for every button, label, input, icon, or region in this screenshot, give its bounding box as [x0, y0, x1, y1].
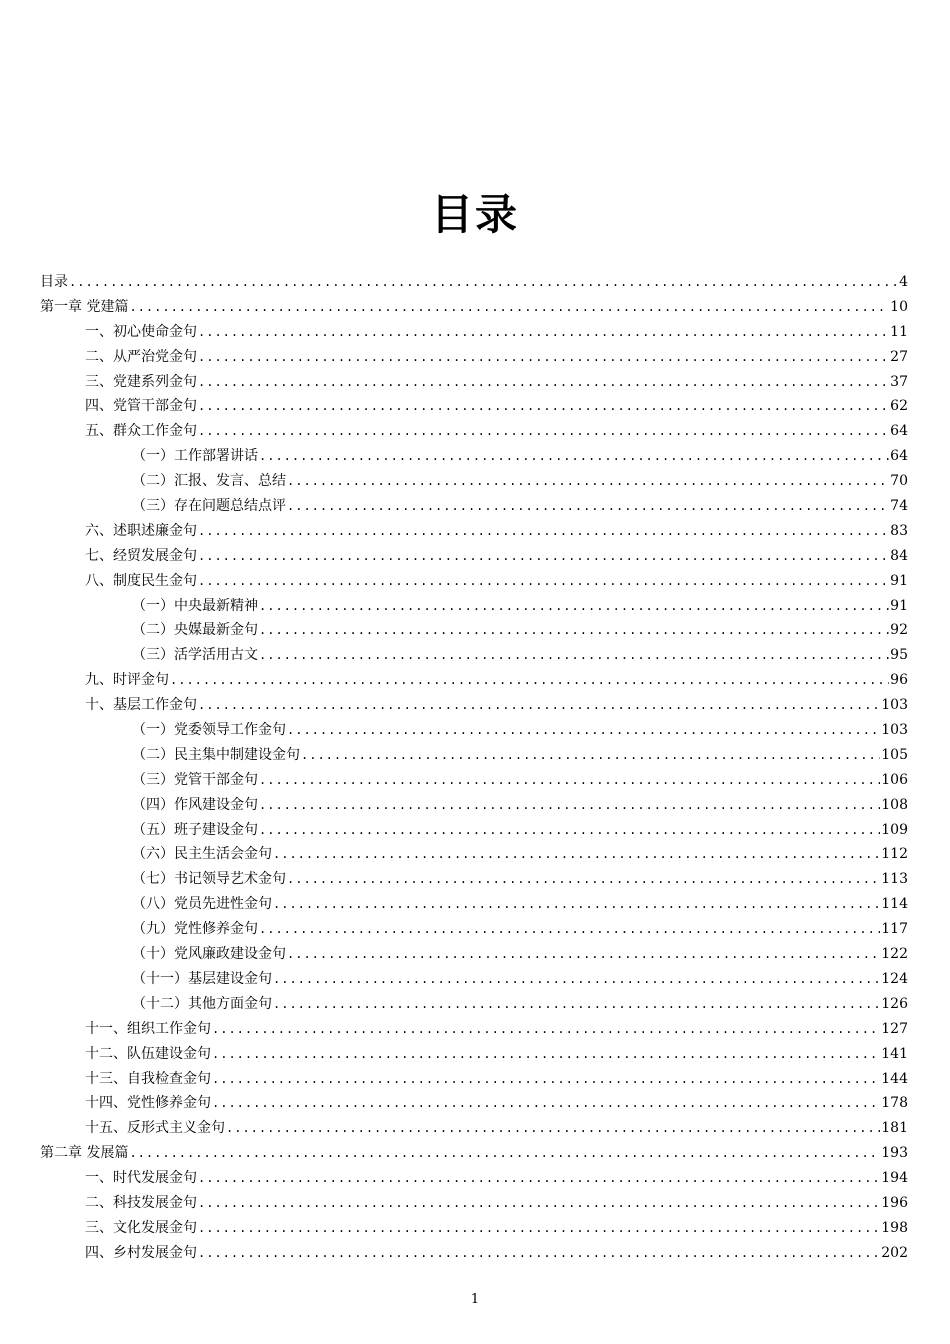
- toc-entry[interactable]: [40, 494, 908, 519]
- toc-entry-label: 九、时评金句: [85, 672, 169, 689]
- toc-entry-page: 103: [881, 697, 908, 714]
- page-number: 1: [470, 1292, 480, 1307]
- dot-leader: [69, 270, 898, 295]
- toc-entry-label: （五）班子建设金句: [132, 821, 258, 838]
- toc-entry-label: 十一、组织工作金句: [85, 1020, 211, 1037]
- toc-entry-page: 194: [881, 1170, 908, 1187]
- toc-entry[interactable]: [40, 370, 908, 395]
- dot-leader: [273, 842, 880, 867]
- toc-entry-page: 70: [890, 473, 908, 490]
- dot-leader: [273, 967, 880, 992]
- toc-entry-page: 127: [881, 1020, 908, 1037]
- dot-leader: [198, 1191, 880, 1216]
- toc-entry-label: 六、述职述廉金句: [85, 522, 197, 539]
- toc-entry[interactable]: [40, 618, 908, 643]
- dot-leader: [301, 743, 880, 768]
- toc-entry-label: 四、乡村发展金句: [85, 1244, 197, 1261]
- dot-leader: [198, 1216, 880, 1241]
- toc-entry-label: 二、科技发展金句: [85, 1194, 197, 1211]
- toc-entry[interactable]: [40, 967, 908, 992]
- toc-entry[interactable]: [40, 942, 908, 967]
- toc-entry[interactable]: [40, 1042, 908, 1067]
- toc-entry[interactable]: [40, 544, 908, 569]
- toc-entry-label: 一、时代发展金句: [85, 1170, 197, 1187]
- toc-entry[interactable]: [40, 419, 908, 444]
- toc-entry-page: 96: [890, 672, 908, 689]
- toc-entry-page: 193: [881, 1145, 908, 1162]
- toc-entry-page: 27: [890, 348, 908, 365]
- dot-leader: [287, 718, 880, 743]
- dot-leader: [212, 1091, 880, 1116]
- toc-entry-page: 181: [881, 1120, 908, 1137]
- dot-leader: [273, 892, 880, 917]
- dot-leader: [212, 1067, 880, 1092]
- toc-entry[interactable]: [40, 1166, 908, 1191]
- toc-entry-page: 114: [881, 896, 908, 913]
- toc-entry-label: 第一章 党建篇: [40, 298, 129, 315]
- toc-entry[interactable]: [40, 1141, 908, 1166]
- dot-leader: [259, 594, 889, 619]
- dot-leader: [198, 519, 889, 544]
- toc-entry-page: 74: [890, 498, 908, 515]
- toc-entry[interactable]: [40, 643, 908, 668]
- toc-entry-label: （七）书记领导艺术金句: [132, 871, 286, 888]
- toc-entry-label: 七、经贸发展金句: [85, 547, 197, 564]
- toc-entry-label: 目录: [40, 274, 68, 290]
- toc-entry-label: （八）党员先进性金句: [132, 896, 272, 913]
- dot-leader: [198, 544, 889, 569]
- toc-entry-label: （三）存在问题总结点评: [132, 498, 286, 515]
- dot-leader: [198, 419, 889, 444]
- toc-entry-page: 122: [881, 946, 908, 963]
- toc-entry[interactable]: [40, 892, 908, 917]
- toc-entry-label: （二）汇报、发言、总结: [132, 473, 286, 490]
- toc-entry[interactable]: [40, 793, 908, 818]
- dot-leader: [259, 917, 880, 942]
- toc-entry[interactable]: [40, 693, 908, 718]
- toc-entry-label: 五、群众工作金句: [85, 423, 197, 440]
- toc-entry-label: （一）党委领导工作金句: [132, 722, 286, 739]
- toc-entry-page: 117: [881, 921, 908, 938]
- toc-entry-page: 91: [890, 597, 908, 614]
- toc-entry[interactable]: [40, 1091, 908, 1116]
- toc-entry-label: 一、初心使命金句: [85, 323, 197, 340]
- dot-leader: [198, 370, 889, 395]
- dot-leader: [129, 1141, 880, 1166]
- toc-entry-label: （一）中央最新精神: [132, 597, 258, 614]
- toc-entry-label: （十）党风廉政建设金句: [132, 946, 286, 963]
- toc-entry-page: 196: [881, 1194, 908, 1211]
- dot-leader: [273, 992, 880, 1017]
- dot-leader: [212, 1017, 880, 1042]
- dot-leader: [259, 444, 889, 469]
- toc-entry-page: 10: [890, 298, 908, 315]
- dot-leader: [198, 1241, 880, 1266]
- dot-leader: [259, 793, 880, 818]
- toc-entry-label: （十一）基层建设金句: [132, 970, 272, 987]
- toc-entry[interactable]: [40, 917, 908, 942]
- toc-entry[interactable]: [40, 519, 908, 544]
- toc-entry-label: 四、党管干部金句: [85, 398, 197, 415]
- toc-entry-label: 十二、队伍建设金句: [85, 1045, 211, 1062]
- toc-entry-page: 108: [881, 796, 908, 813]
- toc-entry[interactable]: [40, 1191, 908, 1216]
- table-of-contents: [40, 270, 908, 1266]
- toc-entry-page: 113: [881, 871, 908, 888]
- toc-entry[interactable]: [40, 992, 908, 1017]
- toc-entry[interactable]: [40, 1116, 908, 1141]
- toc-entry-page: 141: [881, 1045, 908, 1062]
- toc-entry[interactable]: [40, 743, 908, 768]
- toc-entry-page: 91: [890, 572, 908, 589]
- dot-leader: [129, 295, 889, 320]
- toc-entry-page: 11: [890, 323, 908, 340]
- toc-entry[interactable]: [40, 668, 908, 693]
- toc-entry-label: （四）作风建设金句: [132, 796, 258, 813]
- dot-leader: [287, 494, 889, 519]
- toc-entry[interactable]: [40, 394, 908, 419]
- toc-entry-label: （一）工作部署讲话: [132, 448, 258, 465]
- dot-leader: [259, 768, 880, 793]
- toc-entry-page: 109: [881, 821, 908, 838]
- toc-entry-page: 112: [881, 846, 908, 863]
- dot-leader: [226, 1116, 880, 1141]
- toc-entry-page: 144: [881, 1070, 908, 1087]
- toc-entry-label: （三）活学活用古文: [132, 647, 258, 664]
- toc-entry[interactable]: [40, 867, 908, 892]
- dot-leader: [287, 867, 880, 892]
- toc-entry[interactable]: [40, 444, 908, 469]
- dot-leader: [198, 345, 889, 370]
- toc-entry-label: 三、党建系列金句: [85, 373, 197, 390]
- toc-entry-label: （三）党管干部金句: [132, 771, 258, 788]
- toc-entry-page: 103: [881, 722, 908, 739]
- toc-entry-page: 84: [890, 547, 908, 564]
- toc-entry-page: 83: [890, 522, 908, 539]
- toc-entry-page: 126: [881, 995, 908, 1012]
- toc-entry-page: 95: [890, 647, 908, 664]
- toc-entry-page: 37: [890, 373, 908, 390]
- dot-leader: [259, 618, 889, 643]
- toc-entry-label: （六）民主生活会金句: [132, 846, 272, 863]
- toc-entry-label: 二、从严治党金句: [85, 348, 197, 365]
- toc-entry[interactable]: [40, 718, 908, 743]
- toc-entry-label: （二）民主集中制建设金句: [132, 746, 300, 763]
- dot-leader: [259, 643, 889, 668]
- toc-entry[interactable]: [40, 469, 908, 494]
- toc-entry-page: 4: [899, 274, 908, 290]
- toc-entry-label: 八、制度民生金句: [85, 572, 197, 589]
- toc-entry-label: 十、基层工作金句: [85, 697, 197, 714]
- toc-entry-label: （九）党性修养金句: [132, 921, 258, 938]
- toc-entry-label: 十三、自我检查金句: [85, 1070, 211, 1087]
- dot-leader: [170, 668, 889, 693]
- dot-leader: [198, 394, 889, 419]
- toc-entry-page: 202: [881, 1244, 908, 1261]
- toc-entry-page: 106: [881, 771, 908, 788]
- toc-entry[interactable]: [40, 768, 908, 793]
- toc-entry-label: 三、文化发展金句: [85, 1219, 197, 1236]
- toc-entry[interactable]: [40, 1017, 908, 1042]
- dot-leader: [198, 1166, 880, 1191]
- toc-entry-page: 124: [881, 970, 908, 987]
- toc-entry-label: 十五、反形式主义金句: [85, 1120, 225, 1137]
- dot-leader: [287, 942, 880, 967]
- toc-entry[interactable]: [40, 569, 908, 594]
- toc-entry-page: 92: [890, 622, 908, 639]
- toc-entry-label: 十四、党性修养金句: [85, 1095, 211, 1112]
- toc-entry[interactable]: [40, 594, 908, 619]
- toc-entry[interactable]: [40, 295, 908, 320]
- toc-entry-page: 198: [881, 1219, 908, 1236]
- toc-entry[interactable]: [40, 270, 908, 295]
- dot-leader: [212, 1042, 880, 1067]
- toc-entry[interactable]: [40, 345, 908, 370]
- dot-leader: [259, 818, 880, 843]
- dot-leader: [198, 320, 889, 345]
- toc-entry[interactable]: [40, 1067, 908, 1092]
- page-title: 目录: [430, 190, 519, 239]
- toc-entry-page: 105: [881, 746, 908, 763]
- dot-leader: [198, 569, 889, 594]
- toc-entry-label: 第二章 发展篇: [40, 1145, 129, 1162]
- toc-entry[interactable]: [40, 1216, 908, 1241]
- toc-entry-page: 62: [890, 398, 908, 415]
- toc-entry-label: （二）央媒最新金句: [132, 622, 258, 639]
- toc-entry-page: 64: [890, 448, 908, 465]
- dot-leader: [287, 469, 889, 494]
- toc-entry[interactable]: [40, 320, 908, 345]
- toc-entry[interactable]: [40, 818, 908, 843]
- toc-entry-page: 178: [881, 1095, 908, 1112]
- toc-entry[interactable]: [40, 842, 908, 867]
- dot-leader: [198, 693, 880, 718]
- toc-entry-page: 64: [890, 423, 908, 440]
- toc-entry-label: （十二）其他方面金句: [132, 995, 272, 1012]
- toc-entry[interactable]: [40, 1241, 908, 1266]
